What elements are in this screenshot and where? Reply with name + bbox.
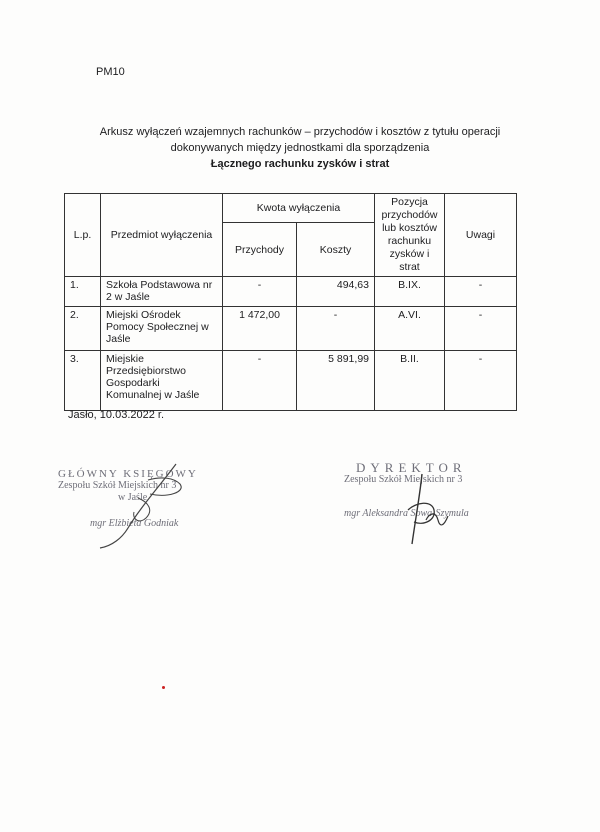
cell-position: A.VI. [375,307,445,351]
stamp-name: mgr Elżbieta Godniak [90,518,179,529]
cell-notes: - [445,277,517,307]
heading-line-1: Arkusz wyłączeń wzajemnych rachunków – przychodów i kosztów z tytułu operacji [99,126,501,138]
cell-subject: Miejskie Przedsiębiorstwo Gospodarki Komunalnej w Jaśle [101,351,223,411]
cell-lp: 2. [65,307,101,351]
heading-line-3 [70,156,530,172]
cell-revenue: - [223,351,297,411]
cell-costs: - [297,307,375,351]
heading-line-3-a: Łącznego [210,158,262,170]
cell-position: B.II. [375,351,445,411]
header-amount: Kwota wyłączenia [223,194,375,223]
cell-subject: Szkoła Podstawowa nr 2 w Jaśle [101,277,223,307]
document-code: PM10 [96,66,125,78]
stamp-line-1: Zespołu Szkół Miejskich nr 3 [58,480,177,491]
cell-lp: 3. [65,351,101,411]
header-revenue: Przychody [223,223,297,277]
signature-left-icon [88,458,198,553]
stamp-title: DYREKTOR [356,460,467,475]
header-position: Pozycja przychodów lub kosztów rachunku zysków i strat [375,194,445,277]
ink-speck [162,686,165,689]
cell-subject: Miejski Ośrodek Pomocy Społecznej w Jaśle [101,307,223,351]
table-row [65,307,517,351]
place-date: Jasło, 10.03.2022 r. [68,409,165,421]
table-row [65,351,517,411]
heading-line-3-b: rachunku zysków i strat [264,158,390,170]
table-row [65,277,517,307]
cell-notes: - [445,351,517,411]
heading-line-2: dokonywanych między jednostkami dla sporządzenia [170,142,430,154]
header-costs: Koszty [297,223,375,277]
stamp-line-1: Zespołu Szkół Miejskich nr 3 [344,474,463,485]
stamp-title: GŁÓWNY KSIĘGOWY [58,468,198,480]
cell-notes: - [445,307,517,351]
header-notes: Uwagi [445,194,517,277]
stamp-name: mgr Aleksandra Sowa-Szymula [344,508,469,519]
eliminations-table [64,193,517,411]
header-lp: L.p. [65,194,101,277]
cell-lp: 1. [65,277,101,307]
signature-right-icon [392,470,452,550]
cell-revenue: - [223,277,297,307]
document-heading [70,124,530,172]
cell-costs: 5 891,99 [297,351,375,411]
stamp-line-2: w Jaśle [118,492,148,503]
cell-costs: 494,63 [297,277,375,307]
cell-revenue: 1 472,00 [223,307,297,351]
cell-position: B.IX. [375,277,445,307]
header-subject: Przedmiot wyłączenia [101,194,223,277]
